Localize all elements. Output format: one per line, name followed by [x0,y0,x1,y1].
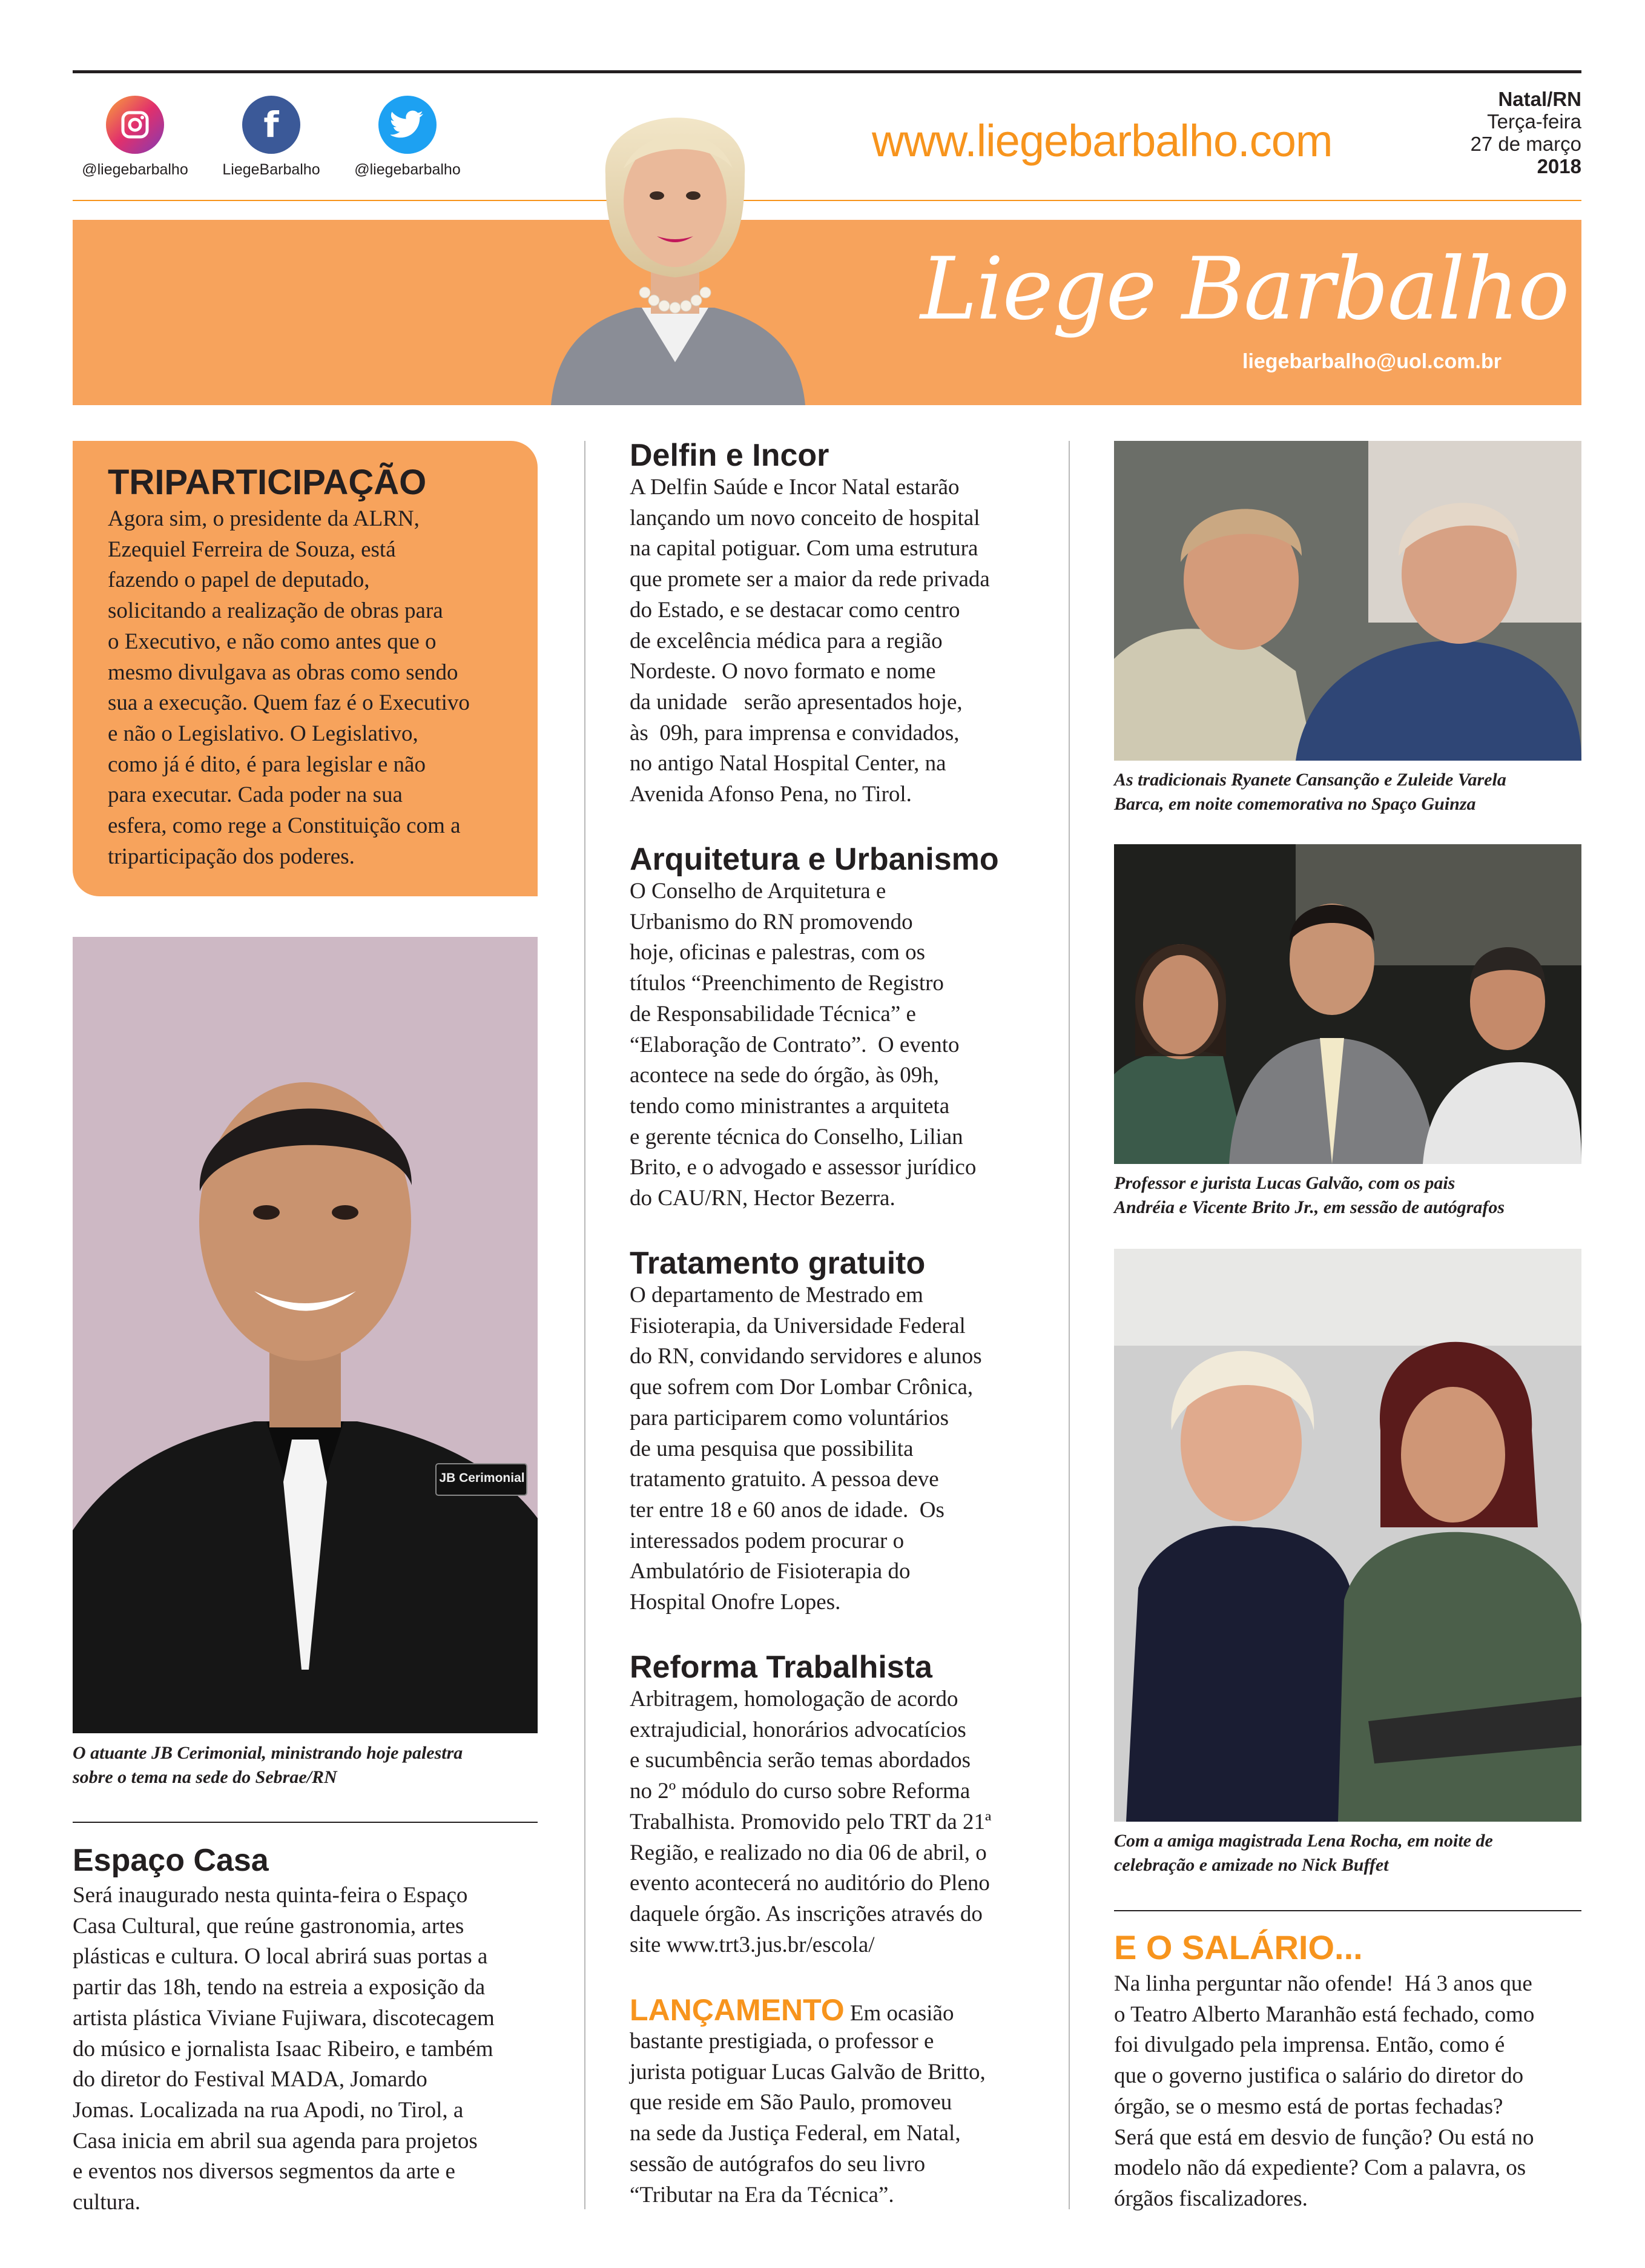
text-line: no 2º módulo do curso sobre Reforma [630,1779,971,1804]
text-line: acontece na sede do órgão, às 09h, [630,1063,939,1088]
text-line: Brito, e o advogado e assessor jurídico [630,1155,977,1180]
text-line: plásticas e cultura. O local abrirá suas portas a [73,1944,488,1969]
text-line: Jomas. Localizada na rua Apodi, no Tirol, a [73,2097,464,2123]
espaco-casa-body [73,1880,551,2218]
text-line: Andréia e Vicente Brito Jr., em sessão de autógrafos [1114,1197,1505,1217]
text-line: sessão de autógrafos do seu livro [630,2151,926,2177]
text-line: Será inaugurado nesta quinta-feira o Espaço [73,1883,468,1908]
text-line: Fisioterapia, da Universidade Federal [630,1313,966,1338]
text-line: foi divulgado pela imprensa. Então, como é [1114,2032,1505,2058]
text-line: que promete ser a maior da rede privada [630,567,990,592]
text-line: do RN, convidando servidores e alunos [630,1344,982,1369]
text-line: Com a amiga magistrada Lena Rocha, em noite de [1114,1831,1493,1851]
text-line: na sede da Justiça Federal, em Natal, [630,2121,961,2146]
text-line: O departamento de Mestrado em [630,1283,923,1308]
text-line: órgão, se o mesmo está de portas fechadas? [1114,2094,1503,2119]
text-line: celebração e amizade no Nick Buffet [1114,1855,1389,1875]
city: Natal/RN [1498,88,1581,110]
text-line: Barca, em noite comemorativa no Spaço Guinza [1114,794,1476,814]
text-line: mesmo divulgava as obras como sendo [108,660,458,685]
text-line: o Executivo, e não como antes que o [108,629,437,654]
text-line: sobre o tema na sede do Sebrae/RN [73,1767,337,1787]
text-line: Arbitragem, homologação de acordo [630,1687,958,1711]
text-line: Casa Cultural, que reúne gastronomia, artes [73,1913,464,1939]
lancamento-lead [630,1992,1060,2029]
website-link[interactable]: www.liegebarbalho.com [872,116,1333,166]
text-line: Ezequiel Ferreira de Souza, está [108,537,396,562]
text-line: Agora sim, o presidente da ALRN, [108,506,420,531]
arquitetura-body [630,876,1060,1214]
lucas-galvao-photo [1114,844,1581,1164]
espaco-casa-title: Espaço Casa [73,1843,269,1878]
text-line: que sofrem com Dor Lombar Crônica, [630,1375,974,1400]
text-line: As tradicionais Ryanete Cansanção e Zuleide Varela [1114,770,1506,790]
text-line: na capital potiguar. Com uma estrutura [630,536,978,561]
lena-rocha-photo [1114,1249,1581,1822]
text-line: às 09h, para imprensa e convidados, [630,720,960,746]
column-rule [584,441,585,2209]
text-line: no antigo Natal Hospital Center, na [630,751,946,776]
triparticipacao-title: TRIPARTICIPAÇÃO [108,463,427,502]
text-line: que o governo justifica o salário do diretor do [1114,2063,1524,2089]
date: 27 de março [1470,133,1581,155]
text-line: Hospital Onofre Lopes. [630,1590,841,1615]
date-block [1412,88,1581,177]
lena-caption [1114,1829,1592,1877]
text-line: O Conselho de Arquitetura e [630,879,886,904]
jb-caption [73,1741,545,1790]
text-line: “Elaboração de Contrato”. O evento [630,1032,960,1057]
text-line: do músico e jornalista Isaac Ribeiro, e também [73,2036,493,2061]
text-line: sua a execução. Quem faz é o Executivo [108,690,470,716]
twitter-handle: @liegebarbalho [354,161,461,178]
reforma-body [630,1684,1060,1960]
text-line: tratamento gratuito. A pessoa deve [630,1467,939,1492]
text-line: Trabalhista. Promovido pelo TRT da 21ª [630,1809,992,1834]
text-line: site www.trt3.jus.br/escola/ [630,1932,875,1957]
header-divider [73,200,1581,201]
text-line: para executar. Cada poder na sua [108,782,403,808]
year: 2018 [1537,155,1581,177]
instagram-icon [106,96,164,154]
text-line: e sucumbência serão temas abordados [630,1748,971,1773]
jb-badge: JB Cerimonial [439,1471,525,1485]
top-rule [73,70,1581,73]
lancamento-title: LANÇAMENTO [630,1993,845,2027]
text-line: modelo não dá expediente? Com a palavra, os [1114,2155,1526,2181]
delfin-body [630,472,1060,810]
divider [1114,1910,1581,1911]
text-line: cultura. [73,2190,140,2215]
text-line: o Teatro Alberto Maranhão está fechado, como [1114,2002,1535,2027]
triparticipacao-body [108,504,532,872]
text-line: de uma pesquisa que possibilita [630,1436,914,1461]
text-line: da unidade serão apresentados hoje, [630,689,963,715]
text-line: interessados podem procurar o [630,1528,905,1553]
text-line: do CAU/RN, Hector Bezerra. [630,1186,895,1211]
delfin-title: Delfin e Incor [630,438,829,473]
text-line: partir das 18h, tendo na estreia a exposição da [73,1975,486,2000]
twitter-icon [378,96,437,154]
lancamento-first-line: Em ocasião [844,2001,954,2026]
tratamento-body [630,1280,1060,1618]
text-line: que reside em São Paulo, promoveu [630,2090,952,2115]
tratamento-title: Tratamento gratuito [630,1246,926,1281]
text-line: Região, e realizado no dia 06 de abril, o [630,1840,987,1865]
divider [73,1822,538,1823]
column-rule [1069,441,1070,2209]
text-line: Nordeste. O novo formato e nome [630,659,936,684]
columnist-email[interactable]: liegebarbalho@uol.com.br [1242,350,1502,373]
text-line: extrajudicial, honorários advocatícios [630,1717,966,1742]
salario-title: E O SALÁRIO... [1114,1928,1363,1966]
text-line: como já é dito, é para legislar e não [108,752,426,777]
text-line: de excelência médica para a região [630,628,943,653]
text-line: triparticipação dos poderes. [108,844,355,869]
salario-body [1114,1969,1592,2215]
text-line: esfera, como rege a Constituição com a [108,813,461,839]
text-line: para participarem como voluntários [630,1405,949,1430]
instagram-handle: @liegebarbalho [82,161,188,178]
text-line: solicitando a realização de obras para [108,598,443,624]
text-line: A Delfin Saúde e Incor Natal estarão [630,475,960,500]
reforma-title: Reforma Trabalhista [630,1650,932,1685]
text-line: títulos “Preenchimento de Registro [630,971,944,996]
text-line: O atuante JB Cerimonial, ministrando hoje palestra [73,1743,463,1763]
text-line: evento acontecerá no auditório do Pleno [630,1871,990,1896]
twitter-link[interactable] [344,96,471,179]
text-line: tendo como ministrantes a arquiteta [630,1093,950,1119]
facebook-link[interactable] [208,96,335,179]
ryanete-caption [1114,768,1592,816]
text-line: e não o Legislativo. O Legislativo, [108,721,418,746]
text-line: “Tributar na Era da Técnica”. [630,2182,894,2207]
text-line: daquele órgão. As inscrições através do [630,1901,983,1926]
text-line: artista plástica Viviane Fujiwara, discotecagem [73,2005,495,2031]
text-line: Avenida Afonso Pena, no Tirol. [630,782,912,807]
facebook-icon: f [242,96,300,154]
text-line: órgãos fiscalizadores. [1114,2186,1308,2211]
instagram-link[interactable] [71,96,199,179]
text-line: Professor e jurista Lucas Galvão, com os pais [1114,1173,1455,1193]
columnist-name: Liege Barbalho [920,239,1569,339]
text-line: Casa inicia em abril sua agenda para projetos [73,2128,478,2154]
facebook-handle: LiegeBarbalho [222,161,320,178]
text-line: do Estado, e se destacar como centro [630,597,960,623]
text-line: bastante prestigiada, o professor e [630,2029,934,2054]
text-line: hoje, oficinas e palestras, com os [630,940,926,965]
weekday: Terça-feira [1487,110,1581,133]
text-line: do diretor do Festival MADA, Jomardo [73,2067,427,2092]
text-line: fazendo o papel de deputado, [108,567,370,593]
text-line: lançando um novo conceito de hospital [630,505,980,531]
text-line: e gerente técnica do Conselho, Lilian [630,1124,963,1149]
text-line: e eventos nos diversos segmentos da arte e [73,2159,455,2184]
text-line: de Responsabilidade Técnica” e [630,1001,916,1027]
text-line: Ambulatório de Fisioterapia do [630,1559,911,1584]
text-line: Será que está em desvio de função? Ou está no [1114,2124,1534,2150]
text-line: Urbanismo do RN promovendo [630,909,913,934]
ryanete-zuleide-photo [1114,441,1581,761]
text-line: ter entre 18 e 60 anos de idade. Os [630,1497,944,1522]
jb-cerimonial-photo [73,937,538,1733]
lucas-caption [1114,1171,1592,1220]
arquitetura-title: Arquitetura e Urbanismo [630,842,999,877]
text-line: jurista potiguar Lucas Galvão de Britto, [630,2059,986,2085]
columnist-portrait [533,78,817,405]
text-line: Na linha perguntar não ofende! Há 3 anos que [1114,1971,1532,1996]
lancamento-body [630,2026,1060,2210]
